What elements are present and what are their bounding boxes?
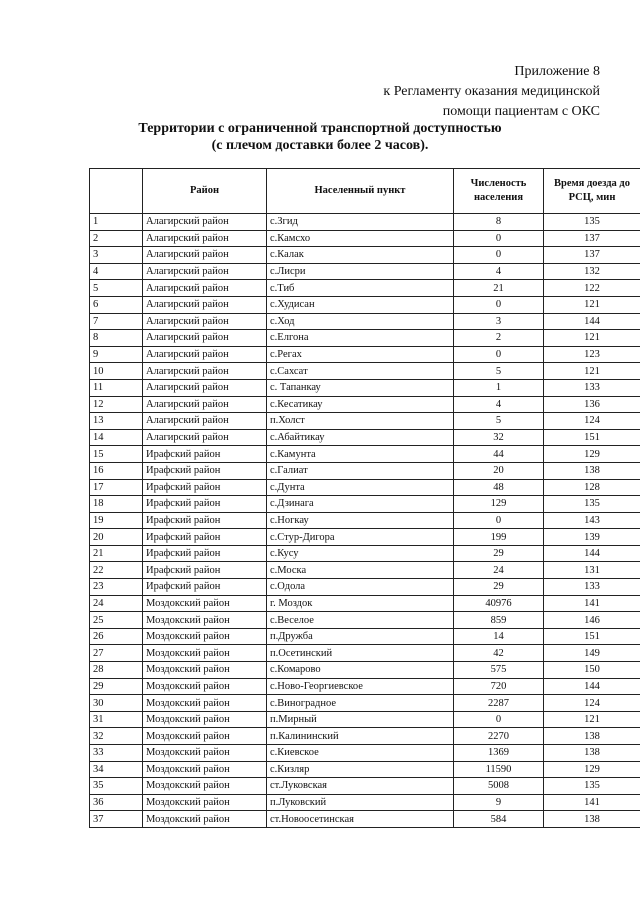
table-row [90,462,640,479]
row-number: 32 [90,728,143,745]
travel-time-cell: 137 [544,247,640,264]
table-header-row [90,169,640,214]
district-cell: Ирафский район [143,496,267,513]
settlement-cell: п.Мирный [267,711,454,728]
population-cell: 8 [454,214,544,231]
travel-time-cell: 149 [544,645,640,662]
travel-time-cell: 121 [544,296,640,313]
settlement-cell: с.Галиат [267,462,454,479]
travel-time-cell: 143 [544,512,640,529]
travel-time-cell: 151 [544,628,640,645]
population-cell: 199 [454,529,544,546]
district-cell: Моздокский район [143,628,267,645]
table-row [90,396,640,413]
population-cell: 20 [454,462,544,479]
settlement-cell: с.Кесатикау [267,396,454,413]
table-row [90,363,640,380]
travel-time-cell: 121 [544,330,640,347]
population-cell: 0 [454,711,544,728]
travel-time-cell: 133 [544,579,640,596]
row-number: 36 [90,794,143,811]
population-cell: 584 [454,811,544,828]
row-number: 16 [90,462,143,479]
travel-time-cell: 150 [544,662,640,679]
travel-time-cell: 132 [544,263,640,280]
settlement-cell: с.Згид [267,214,454,231]
table-row [90,330,640,347]
table-row [90,280,640,297]
table-body [90,214,640,828]
row-number: 19 [90,512,143,529]
district-cell: Ирафский район [143,562,267,579]
settlement-cell: п.Дружба [267,628,454,645]
population-cell: 14 [454,628,544,645]
col-header-settlement: Населенный пункт [267,169,454,214]
table-row [90,413,640,430]
row-number: 30 [90,695,143,712]
travel-time-cell: 146 [544,612,640,629]
settlement-cell: ст.Луковская [267,778,454,795]
travel-time-cell: 144 [544,313,640,330]
travel-time-cell: 129 [544,761,640,778]
table-row [90,662,640,679]
travel-time-cell: 121 [544,363,640,380]
row-number: 13 [90,413,143,430]
population-cell: 3 [454,313,544,330]
district-cell: Алагирский район [143,313,267,330]
table-row [90,595,640,612]
settlement-cell: с.Ход [267,313,454,330]
row-number: 25 [90,612,143,629]
settlement-cell: с.Кизляр [267,761,454,778]
travel-time-cell: 141 [544,794,640,811]
population-cell: 48 [454,479,544,496]
population-cell: 0 [454,346,544,363]
population-cell: 2287 [454,695,544,712]
row-number: 12 [90,396,143,413]
row-number: 27 [90,645,143,662]
table-row [90,429,640,446]
table-row [90,628,640,645]
district-cell: Моздокский район [143,678,267,695]
table-row [90,263,640,280]
district-cell: Ирафский район [143,529,267,546]
appendix-header [300,62,600,122]
settlement-cell: с.Камунта [267,446,454,463]
table-row [90,645,640,662]
population-cell: 29 [454,579,544,596]
row-number: 31 [90,711,143,728]
row-number: 24 [90,595,143,612]
district-cell: Алагирский район [143,263,267,280]
settlement-cell: с.Худисан [267,296,454,313]
settlement-cell: с.Лисри [267,263,454,280]
travel-time-cell: 136 [544,396,640,413]
district-cell: Моздокский район [143,695,267,712]
title-line: (с плечом доставки более 2 часов). [211,138,429,153]
row-number: 28 [90,662,143,679]
district-cell: Ирафский район [143,545,267,562]
population-cell: 720 [454,678,544,695]
row-number: 20 [90,529,143,546]
travel-time-cell: 129 [544,446,640,463]
district-cell: Алагирский район [143,379,267,396]
population-cell: 44 [454,446,544,463]
travel-time-cell: 135 [544,778,640,795]
district-cell: Ирафский район [143,579,267,596]
settlement-cell: с.Веселое [267,612,454,629]
settlement-cell: с.Ногкау [267,512,454,529]
row-number: 23 [90,579,143,596]
row-number: 33 [90,745,143,762]
population-cell: 4 [454,263,544,280]
table-row [90,745,640,762]
row-number: 10 [90,363,143,380]
district-cell: Алагирский район [143,396,267,413]
travel-time-cell: 135 [544,496,640,513]
settlement-cell: с.Камсхо [267,230,454,247]
district-cell: Алагирский район [143,214,267,231]
population-cell: 5008 [454,778,544,795]
settlement-cell: с.Калак [267,247,454,264]
settlement-cell: с.Виноградное [267,695,454,712]
travel-time-cell: 141 [544,595,640,612]
travel-time-cell: 137 [544,230,640,247]
population-cell: 859 [454,612,544,629]
population-cell: 4 [454,396,544,413]
row-number: 35 [90,778,143,795]
travel-time-cell: 124 [544,413,640,430]
travel-time-cell: 135 [544,214,640,231]
territories-table [89,168,640,828]
row-number: 6 [90,296,143,313]
settlement-cell: г. Моздок [267,595,454,612]
row-number: 2 [90,230,143,247]
table-row [90,446,640,463]
district-cell: Моздокский район [143,745,267,762]
travel-time-cell: 138 [544,745,640,762]
district-cell: Алагирский район [143,413,267,430]
district-cell: Алагирский район [143,296,267,313]
population-cell: 2270 [454,728,544,745]
travel-time-cell: 133 [544,379,640,396]
appendix-line: Приложение 8 [514,64,600,79]
table-row [90,811,640,828]
row-number: 9 [90,346,143,363]
population-cell: 2 [454,330,544,347]
district-cell: Ирафский район [143,512,267,529]
population-cell: 42 [454,645,544,662]
population-cell: 129 [454,496,544,513]
population-cell: 32 [454,429,544,446]
district-cell: Алагирский район [143,230,267,247]
document-title [0,120,640,154]
settlement-cell: с.Комарово [267,662,454,679]
row-number: 37 [90,811,143,828]
district-cell: Ирафский район [143,446,267,463]
settlement-cell: с. Тапанкау [267,379,454,396]
settlement-cell: с.Сахсат [267,363,454,380]
population-cell: 9 [454,794,544,811]
table-row [90,579,640,596]
row-number: 5 [90,280,143,297]
travel-time-cell: 124 [544,695,640,712]
district-cell: Моздокский район [143,761,267,778]
settlement-cell: с.Стур-Дигора [267,529,454,546]
col-header-population: Численость населения [454,169,544,214]
table-row [90,214,640,231]
district-cell: Алагирский район [143,346,267,363]
col-header-time: Время доезда до РСЦ, мин [544,169,640,214]
table-row [90,247,640,264]
row-number: 17 [90,479,143,496]
settlement-cell: с.Дзинага [267,496,454,513]
population-cell: 0 [454,296,544,313]
settlement-cell: п.Калининский [267,728,454,745]
appendix-line: к Регламенту оказания медицинской [383,84,600,99]
district-cell: Моздокский район [143,778,267,795]
travel-time-cell: 122 [544,280,640,297]
travel-time-cell: 138 [544,811,640,828]
settlement-cell: п.Холст [267,413,454,430]
table-row [90,728,640,745]
travel-time-cell: 138 [544,462,640,479]
row-number: 15 [90,446,143,463]
district-cell: Моздокский район [143,728,267,745]
population-cell: 0 [454,230,544,247]
travel-time-cell: 151 [544,429,640,446]
travel-time-cell: 144 [544,678,640,695]
table-row [90,313,640,330]
population-cell: 29 [454,545,544,562]
table-row [90,496,640,513]
population-cell: 5 [454,363,544,380]
table-row [90,512,640,529]
travel-time-cell: 128 [544,479,640,496]
travel-time-cell: 121 [544,711,640,728]
row-number: 26 [90,628,143,645]
row-number: 21 [90,545,143,562]
table-row [90,379,640,396]
population-cell: 40976 [454,595,544,612]
population-cell: 1369 [454,745,544,762]
table-row [90,545,640,562]
row-number: 7 [90,313,143,330]
travel-time-cell: 139 [544,529,640,546]
population-cell: 1 [454,379,544,396]
table-row [90,778,640,795]
district-cell: Алагирский район [143,330,267,347]
row-number: 1 [90,214,143,231]
travel-time-cell: 131 [544,562,640,579]
population-cell: 21 [454,280,544,297]
row-number: 22 [90,562,143,579]
table-row [90,678,640,695]
table-row [90,761,640,778]
title-line: Территории с ограниченной транспортной доступностью [138,121,502,136]
district-cell: Моздокский район [143,662,267,679]
district-cell: Алагирский район [143,363,267,380]
settlement-cell: п.Луковский [267,794,454,811]
district-cell: Моздокский район [143,645,267,662]
row-number: 11 [90,379,143,396]
population-cell: 0 [454,247,544,264]
table-row [90,794,640,811]
settlement-cell: п.Осетинский [267,645,454,662]
district-cell: Ирафский район [143,462,267,479]
travel-time-cell: 144 [544,545,640,562]
row-number: 4 [90,263,143,280]
table-row [90,695,640,712]
settlement-cell: с.Абайтикау [267,429,454,446]
settlement-cell: с.Дунта [267,479,454,496]
district-cell: Моздокский район [143,595,267,612]
table-row [90,479,640,496]
table-row [90,529,640,546]
settlement-cell: ст.Новоосетинская [267,811,454,828]
district-cell: Алагирский район [143,429,267,446]
district-cell: Моздокский район [143,612,267,629]
district-cell: Моздокский район [143,811,267,828]
row-number: 18 [90,496,143,513]
row-number: 29 [90,678,143,695]
population-cell: 0 [454,512,544,529]
col-header-num [90,169,143,214]
district-cell: Моздокский район [143,794,267,811]
table-row [90,562,640,579]
row-number: 3 [90,247,143,264]
settlement-cell: с.Ново-Георгиевское [267,678,454,695]
row-number: 14 [90,429,143,446]
table-row [90,612,640,629]
travel-time-cell: 123 [544,346,640,363]
table-row [90,296,640,313]
settlement-cell: с.Киевское [267,745,454,762]
row-number: 34 [90,761,143,778]
settlement-cell: с.Одола [267,579,454,596]
district-cell: Алагирский район [143,247,267,264]
population-cell: 24 [454,562,544,579]
settlement-cell: с.Моска [267,562,454,579]
district-cell: Моздокский район [143,711,267,728]
population-cell: 11590 [454,761,544,778]
travel-time-cell: 138 [544,728,640,745]
settlement-cell: с.Елгона [267,330,454,347]
population-cell: 5 [454,413,544,430]
settlement-cell: с.Тиб [267,280,454,297]
table-row [90,230,640,247]
row-number: 8 [90,330,143,347]
settlement-cell: с.Регах [267,346,454,363]
col-header-district: Район [143,169,267,214]
table-row [90,711,640,728]
district-cell: Ирафский район [143,479,267,496]
table-row [90,346,640,363]
settlement-cell: с.Кусу [267,545,454,562]
district-cell: Алагирский район [143,280,267,297]
appendix-line: помощи пациентам с ОКС [442,104,600,119]
population-cell: 575 [454,662,544,679]
